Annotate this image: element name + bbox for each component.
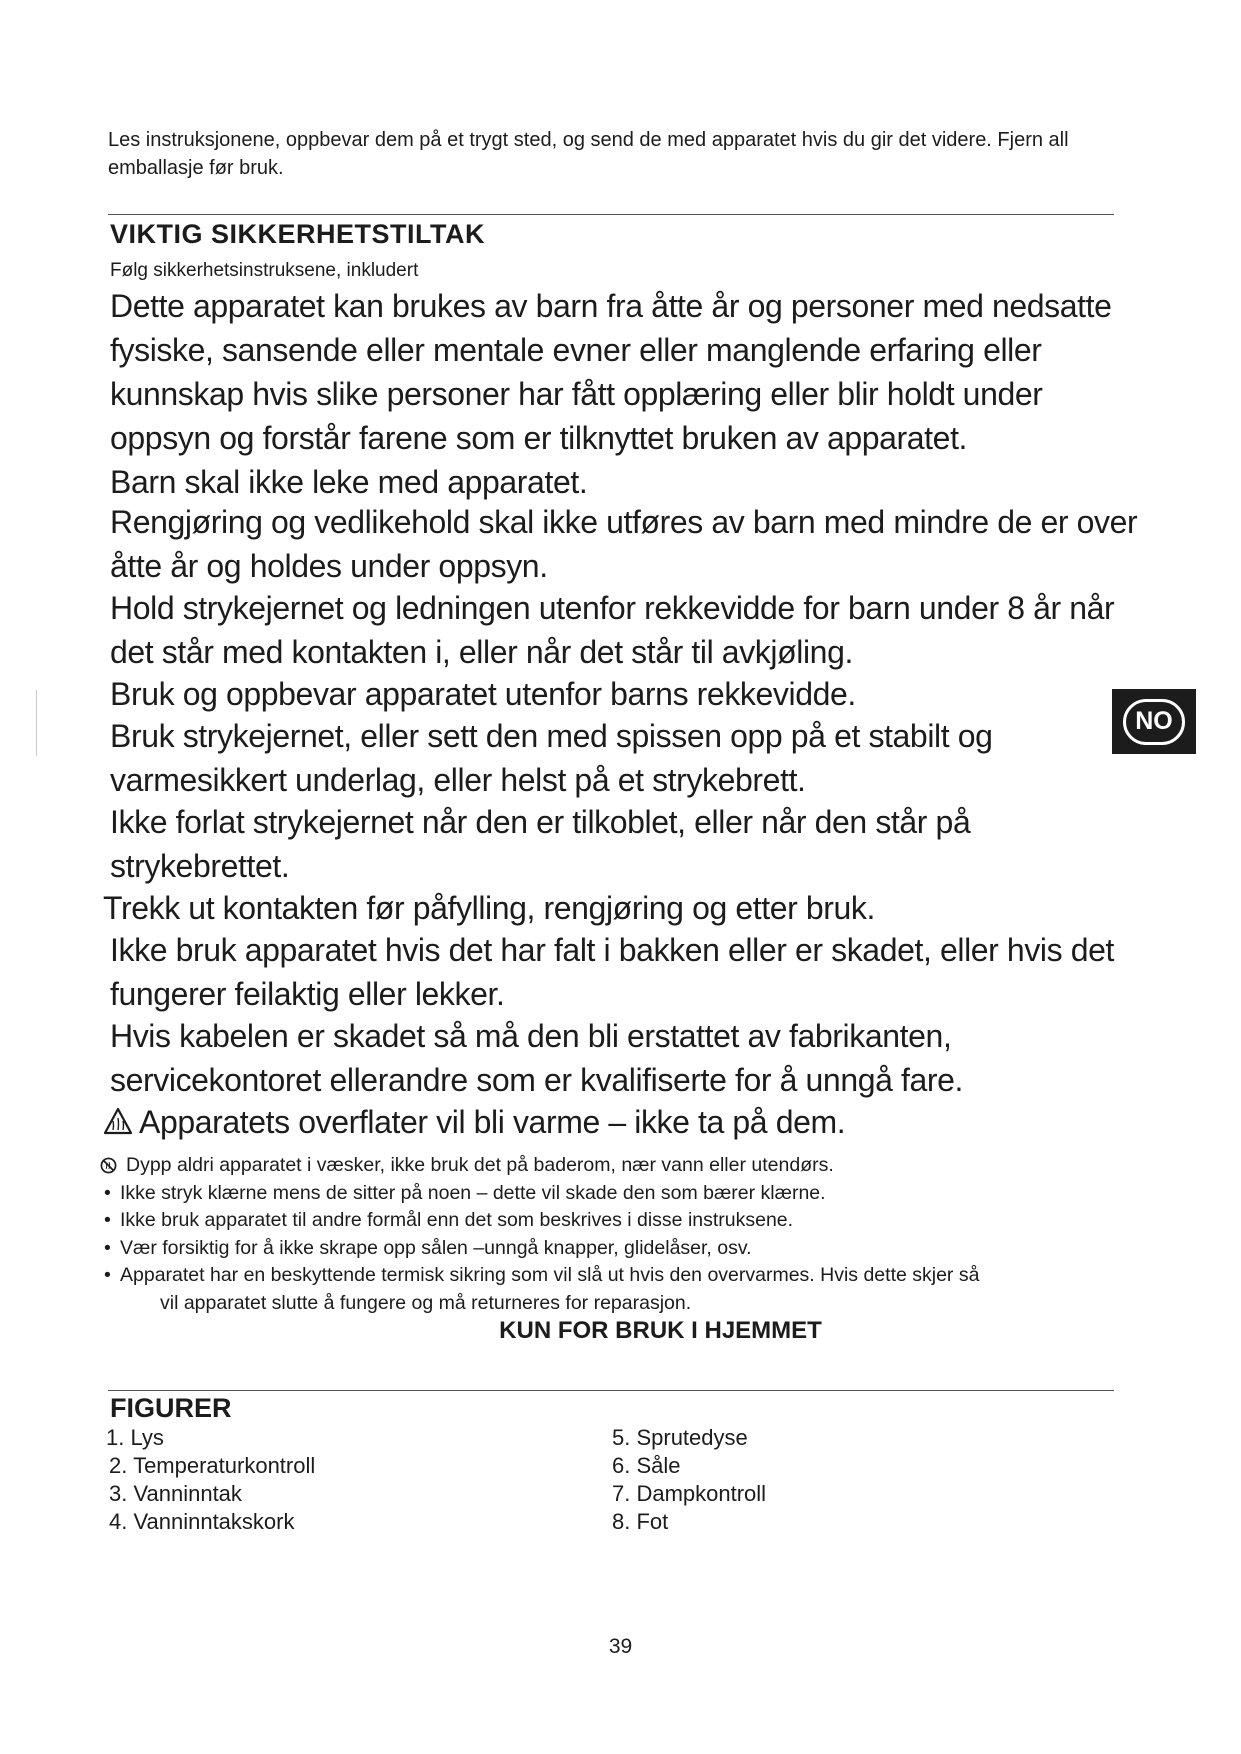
figures-list-left — [106, 1424, 315, 1536]
figures-list-right — [612, 1424, 766, 1536]
list-item: 4. Vanninntakskork — [109, 1509, 295, 1534]
intro-text: Les instruksjonene, oppbevar dem på et trygt sted, og send de med apparatet hvis du gir det videre. Fjern all emballasje før bruk. — [108, 129, 1069, 179]
safety-paragraph: Bruk og oppbevar apparatet utenfor barns rekkevidde. — [110, 676, 856, 712]
safety-title: VIKTIG SIKKERHETSTILTAK — [110, 219, 485, 249]
safety-paragraph: Bruk strykejernet, eller sett den med spissen opp på et stabilt og varmesikkert underlag, eller helst på et strykebrett. — [110, 718, 993, 798]
section-divider — [108, 214, 1114, 215]
safety-paragraph: Hvis kabelen er skadet så må den bli erstattet av fabrikanten, servicekontoret ellerandre som er kvalifiserte for å unngå fare. — [110, 1018, 964, 1098]
list-item: 1. Lys — [106, 1425, 164, 1450]
list-item: 8. Fot — [612, 1509, 669, 1534]
margin-mark — [36, 690, 37, 756]
safety-paragraph: Dette apparatet kan brukes av barn fra åtte år og personer med nedsatte fysiske, sansende eller mentale evner eller manglende erfaring eller kunnskap hvis slike personer har fått opplæring eller blir holdt under oppsyn og forstår farene som er tilknyttet bruken av apparatet. — [110, 288, 1112, 456]
safety-paragraph: Rengjøring og vedlikehold skal ikke utføres av barn med mindre de er over åtte år og holdes under oppsyn. — [110, 504, 1138, 584]
safety-paragraph: Hold strykejernet og ledningen utenfor rekkevidde for barn under 8 år når det står med kontakten i, eller når det står til avkjøling. — [110, 590, 1115, 670]
safety-paragraph: Ikke bruk apparatet hvis det har falt i bakken eller er skadet, eller hvis det fungerer feilaktig eller lekker. — [110, 932, 1115, 1012]
safety-paragraph: Barn skal ikke leke med apparatet. — [110, 464, 588, 500]
prohibited-icon — [100, 1157, 117, 1174]
list-item: • Ikke bruk apparatet til andre formål enn det som beskrives i disse instruksene. — [100, 1207, 1100, 1235]
warning-icon — [103, 1107, 133, 1135]
list-item: Dypp aldri apparatet i væsker, ikke bruk det på baderom, nær vann eller utendørs. — [100, 1152, 1100, 1180]
safety-subtitle: Følg sikkerhetsinstruksene, inkludert — [110, 260, 419, 281]
list-item: • Ikke stryk klærne mens de sitter på noen – dette vil skade den som bærer klærne. — [100, 1180, 1100, 1208]
figures-title: FIGURER — [110, 1393, 232, 1423]
safety-paragraph: Ikke forlat strykejernet når den er tilkoblet, eller når den står på strykebrettet. — [110, 804, 971, 884]
list-item: 2. Temperaturkontroll — [109, 1453, 316, 1478]
page-number: 39 — [608, 1635, 633, 1658]
section-divider — [108, 1390, 1114, 1391]
list-item: 6. Såle — [612, 1453, 681, 1478]
language-code: NO — [1123, 699, 1185, 745]
list-item: • Vær forsiktig for å ikke skrape opp sålen –unngå knapper, glidelåser, osv. — [100, 1235, 1100, 1263]
list-item: • Apparatet har en beskyttende termisk sikring som vil slå ut hvis den overvarmes. Hvis dette skjer så vil apparatet slutte å fungere og må returneres for reparasjon. — [100, 1262, 1100, 1317]
list-item: 7. Dampkontroll — [612, 1481, 767, 1506]
language-badge — [1112, 689, 1196, 754]
hot-surface-warning — [103, 1100, 1133, 1144]
household-use-note: KUN FOR BRUK I HJEMMET — [499, 1317, 822, 1344]
safety-small-list — [100, 1152, 1100, 1317]
list-item: 5. Sprutedyse — [612, 1425, 748, 1450]
hot-surface-text: Apparatets overflater vil bli varme – ikke ta på dem. — [139, 1104, 846, 1140]
safety-paragraph: Trekk ut kontakten før påfylling, rengjøring og etter bruk. — [103, 890, 876, 926]
list-item: 3. Vanninntak — [109, 1481, 242, 1506]
